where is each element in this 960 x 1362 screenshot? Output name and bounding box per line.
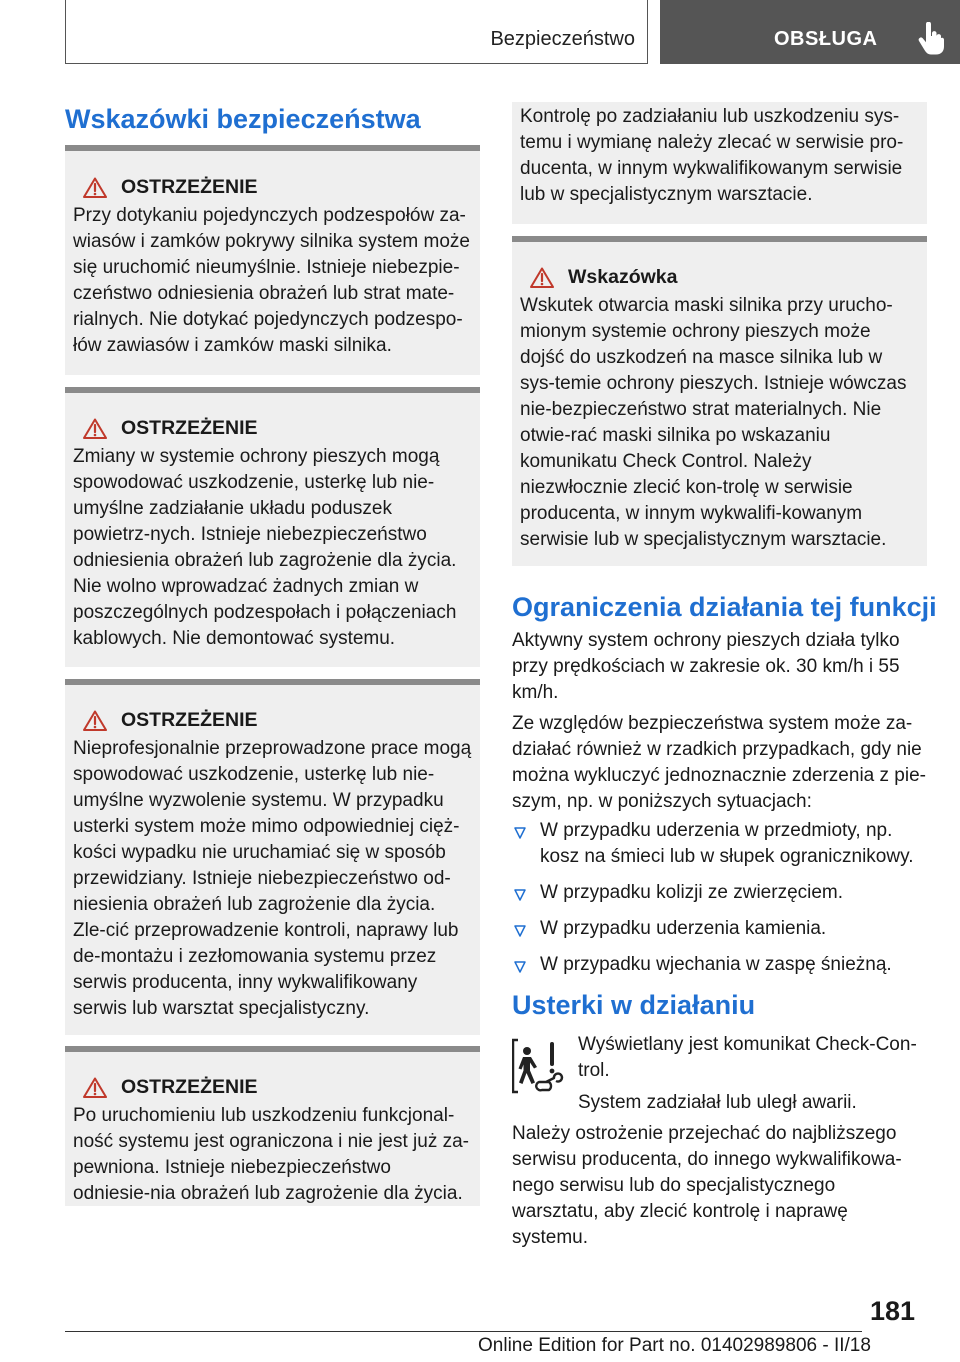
- warning-title-text: OSTRZEŻENIE: [121, 417, 258, 439]
- limits-paragraph-2: Ze względów bezpieczeństwa system może za-działać również w rzadkich przypadkach, gdy nie można wykluczyć jednoznacznie zderzenia z pie-szym, np. w poniższych sytuacjach:: [512, 713, 926, 812]
- warning-triangle-icon: [83, 1077, 107, 1098]
- footer-edition: Online Edition for Part no. 01402989806 - II/18: [478, 1335, 871, 1356]
- page-number: 181: [870, 1296, 916, 1326]
- section-heading-safety: Wskazówki bezpieczeństwa: [65, 104, 421, 134]
- note-title: [520, 266, 919, 289]
- warning-box-4: [65, 1046, 480, 1206]
- warning-triangle-icon: [83, 177, 107, 198]
- faults-status-line: System zadziałał lub uległ awarii.: [578, 1092, 857, 1113]
- header-frame: [65, 0, 648, 64]
- header-tab: [660, 0, 960, 64]
- triangle-bullet-icon: [514, 889, 526, 901]
- header-tab-label: OBSŁUGA: [774, 28, 878, 50]
- warning-box-1: [65, 145, 480, 375]
- list-item-text: W przypadku uderzenia w przedmioty, np. kosz na śmieci lub w słupek ogranicznikowy.: [540, 820, 914, 867]
- section-heading-faults: Usterki w działaniu: [512, 990, 756, 1020]
- warning-text: Przy dotykaniu pojedynczych podzespołów za-wiasów i zamków pokrywy silnika system może się uruchomić nieumyślnie. Istnieje niebezpie-czeństwo odniesienia obrażeń lub strat mate-rialnych. Nie dotykać pojedynczych podzespo-łów zawiasów i zamków maski silnika.: [73, 205, 470, 356]
- warning-title-text: OSTRZEŻENIE: [121, 1076, 258, 1098]
- warning-title-text: OSTRZEŻENIE: [121, 176, 258, 198]
- list-item: [512, 818, 927, 870]
- warning-triangle-icon: [530, 267, 554, 288]
- list-item-text: W przypadku wjechania w zaspę śnieżną.: [540, 954, 892, 975]
- warning-title-text: OSTRZEŻENIE: [121, 709, 258, 731]
- warning-title: [73, 176, 472, 199]
- warning-triangle-icon: [83, 710, 107, 731]
- list-item: [512, 916, 927, 942]
- triangle-bullet-icon: [514, 961, 526, 973]
- list-item: [512, 880, 927, 906]
- warning-box-3: [65, 679, 480, 1035]
- warning-text: Zmiany w systemie ochrony pieszych mogą spowodować uszkodzenie, usterkę lub nie-umyślne zadziałanie układu poduszek powietrz-nych. Istnieje niebezpieczeństwo odniesienia obrażeń lub zagrożenie dla życia. Nie wolno wprowadzać żadnych zmian w poszczególnych podzespołach i połączeniach kablowych. Nie demontować systemu.: [73, 446, 457, 649]
- continued-warning-text: Kontrolę po zadziałaniu lub uszkodzeniu sys-temu i wymianę należy zlecać w serwisie pro-ducenta, w innym wykwalifikowanym serwisie lub w specjalistycznym warsztacie.: [520, 106, 904, 205]
- note-box: [512, 236, 927, 566]
- section-heading-limits: Ograniczenia działania tej funkcji: [512, 592, 937, 622]
- warning-text: Nieprofesjonalnie przeprowadzone prace mogą spowodować uszkodzenie, usterkę lub nie-umyślne wyzwolenie systemu. W przypadku usterki system może mimo odpowiedniej cięż-kości wypadku nie uruchamiać się w sposób przewidziany. Istnieje niebezpieczeństwo od-niesienia obrażeń lub zagrożenie dla życia. Zle-cić przeprowadzenie kontroli, naprawy lub de-montażu i zezłomowania systemu przez serwis producenta, inny wykwalifikowany serwis lub warsztat specjalistyczny.: [73, 738, 472, 1019]
- limits-paragraph-1: Aktywny system ochrony pieszych działa tylko przy prędkościach w zakresie ok. 30 km/h i 55 km/h.: [512, 630, 900, 703]
- footer-rule: [65, 1331, 862, 1332]
- continued-warning-box: [512, 102, 927, 224]
- triangle-bullet-icon: [514, 925, 526, 937]
- note-title-text: Wskazówka: [568, 266, 678, 288]
- warning-title: [73, 417, 472, 440]
- list-item: [512, 952, 927, 978]
- note-text: Wskutek otwarcia maski silnika przy urucho-mionym systemie ochrony pieszych może dojść do uszkodzeń na masce silnika lub w sys-temie ochrony pieszych. Istnieje wówczas nie-bezpieczeństwo strat materialnych. Nie otwie-rać maski silnika po wskazaniu komunikatu Check Control. Należy niezwłocznie zlecić kon-trolę w serwisie producenta, w innym wykwalifi-kowanym serwisie lub w specjalistycznym warsztacie.: [520, 295, 907, 550]
- warning-title: [73, 1076, 472, 1099]
- limits-list: [512, 818, 927, 978]
- list-item-text: W przypadku kolizji ze zwierzęciem.: [540, 882, 844, 903]
- pedestrian-warning-icon: [512, 1038, 564, 1094]
- warning-text: Po uruchomieniu lub uszkodzeniu funkcjonal-ność systemu jest ograniczona i nie jest już za-pewniona. Istnieje niebezpieczeństwo odniesie-nia obrażeń lub zagrożenie dla życia.: [73, 1105, 470, 1204]
- triangle-bullet-icon: [514, 827, 526, 839]
- faults-paragraph: Należy ostrożenie przejechać do najbliższego serwisu producenta, do innego wykwalifikowa-nego serwisu lub do specjalistycznego warsztatu, aby zlecić kontrolę i naprawę systemu.: [512, 1123, 902, 1248]
- list-item-text: W przypadku uderzenia kamienia.: [540, 918, 827, 939]
- warning-triangle-icon: [83, 418, 107, 439]
- header-section-title: Bezpieczeństwo: [490, 28, 635, 50]
- faults-message-line: Wyświetlany jest komunikat Check-Con-trol.: [578, 1034, 917, 1081]
- hand-pointer-icon: [918, 22, 944, 56]
- warning-box-2: [65, 387, 480, 667]
- warning-title: [73, 709, 472, 732]
